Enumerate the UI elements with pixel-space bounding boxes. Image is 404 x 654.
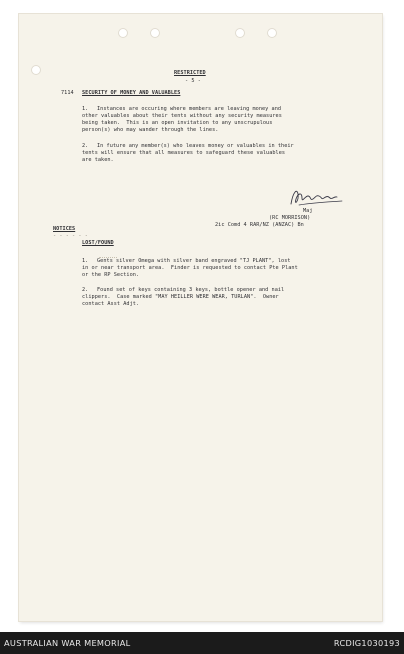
notice-line: contact Asst Adjt. — [82, 301, 140, 307]
notice-number: 2. — [82, 287, 89, 293]
paragraph-line: In future any member(s) who leaves money or valuables in their — [97, 143, 294, 149]
lost-found-heading: LOST/FOUND — [82, 240, 114, 246]
paragraph-line: are taken. — [82, 157, 114, 163]
page-number: - 5 - — [185, 78, 201, 84]
punch-hole — [150, 28, 160, 38]
notice-line: Gents silver Omega with silver band engraved "TJ PLANT", lost — [97, 258, 291, 264]
punch-hole — [267, 28, 277, 38]
classification-header: RESTRICTED — [174, 70, 206, 76]
paragraph-number: 2. — [82, 143, 89, 149]
paragraph-line: Instances are occuring where members are leaving money and — [97, 106, 282, 112]
punch-hole — [235, 28, 245, 38]
document-page — [19, 14, 382, 621]
signature-title: 2ic Comd 4 RAR/NZ (ANZAC) Bn — [215, 222, 304, 228]
item-heading: SECURITY OF MONEY AND VALUABLES — [82, 90, 181, 96]
notice-line: in or near transport area. Finder is requested to contact Pte Plant — [82, 265, 298, 271]
section-rule: - - - - - - — [53, 233, 88, 239]
handwritten-signature — [287, 184, 345, 210]
archive-footer — [0, 632, 404, 654]
signature-rank: Maj — [303, 208, 313, 214]
paragraph-line: other valuables about their tents without any security measures — [82, 113, 282, 119]
archive-name: AUSTRALIAN WAR MEMORIAL — [4, 638, 131, 648]
notice-line: clippers. Case marked "MAY HEILLER WERE WEAR, TURLAN". Owner — [82, 294, 279, 300]
punch-hole — [31, 65, 41, 75]
notice-number: 1. — [82, 258, 89, 264]
record-id: RCDIG1030193 — [333, 638, 400, 648]
punch-hole — [118, 28, 128, 38]
faint-mark — [99, 251, 117, 258]
section-heading: NOTICES — [53, 226, 76, 232]
paragraph-line: tents will ensure that all measures to safeguard these valuables — [82, 150, 286, 156]
item-number: 7114 — [61, 90, 74, 96]
paragraph-line: being taken. This is an open invitation to any unscrupulous — [82, 120, 273, 126]
signature-name: (RC MORRISON) — [269, 215, 311, 221]
paragraph-number: 1. — [82, 106, 89, 112]
notice-line: or the RP Section. — [82, 272, 140, 278]
notice-line: Found set of keys containing 3 keys, bottle opener and nail — [97, 287, 285, 293]
paragraph-line: person(s) who may wander through the lines. — [82, 127, 219, 133]
